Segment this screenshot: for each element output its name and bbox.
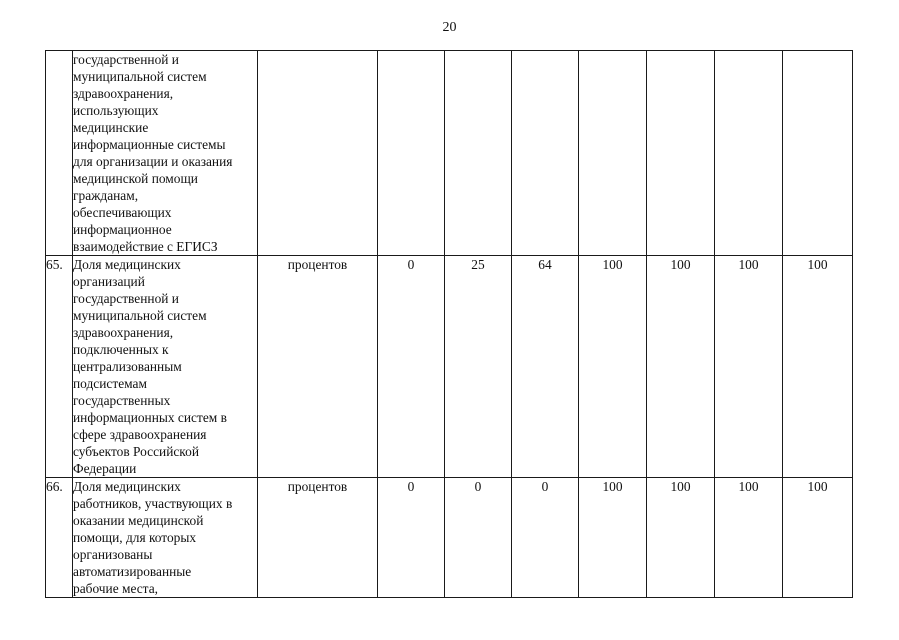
value-cell: 100 [715,256,783,478]
unit-cell: процентов [258,478,378,598]
table-row [46,256,853,478]
value-cell [783,51,853,256]
indicators-table [45,50,853,598]
row-number: 66. [46,478,73,598]
table-row [46,51,853,256]
row-number [46,51,73,256]
row-number: 65. [46,256,73,478]
value-cell: 100 [647,478,715,598]
value-cell: 100 [783,478,853,598]
indicator-name: Доля медицинских организаций государственной и муниципальной систем здравоохранения, подключенных к централизованным подсистемам государственных информационных систем в сфере здравоохранения субъектов Российской Федерации [73,256,258,478]
value-cell: 0 [512,478,579,598]
value-cell: 100 [579,256,647,478]
value-cell [445,51,512,256]
value-cell: 100 [647,256,715,478]
value-cell [715,51,783,256]
value-cell: 0 [445,478,512,598]
value-cell [579,51,647,256]
value-cell: 100 [783,256,853,478]
value-cell [378,51,445,256]
value-cell: 100 [579,478,647,598]
value-cell: 100 [715,478,783,598]
unit-cell [258,51,378,256]
indicator-name: Доля медицинских работников, участвующих в оказании медицинской помощи, для которых организованы автоматизированные рабочие места, [73,478,258,598]
table-row [46,478,853,598]
value-cell: 0 [378,478,445,598]
value-cell: 25 [445,256,512,478]
value-cell [647,51,715,256]
unit-cell: процентов [258,256,378,478]
page-number: 20 [442,20,457,35]
indicator-name: государственной и муниципальной систем здравоохранения, использующих медицинские информационные системы для организации и оказания медицинской помощи гражданам, обеспечивающих информационное взаимодействие с ЕГИСЗ [73,51,258,256]
value-cell: 64 [512,256,579,478]
value-cell [512,51,579,256]
value-cell: 0 [378,256,445,478]
